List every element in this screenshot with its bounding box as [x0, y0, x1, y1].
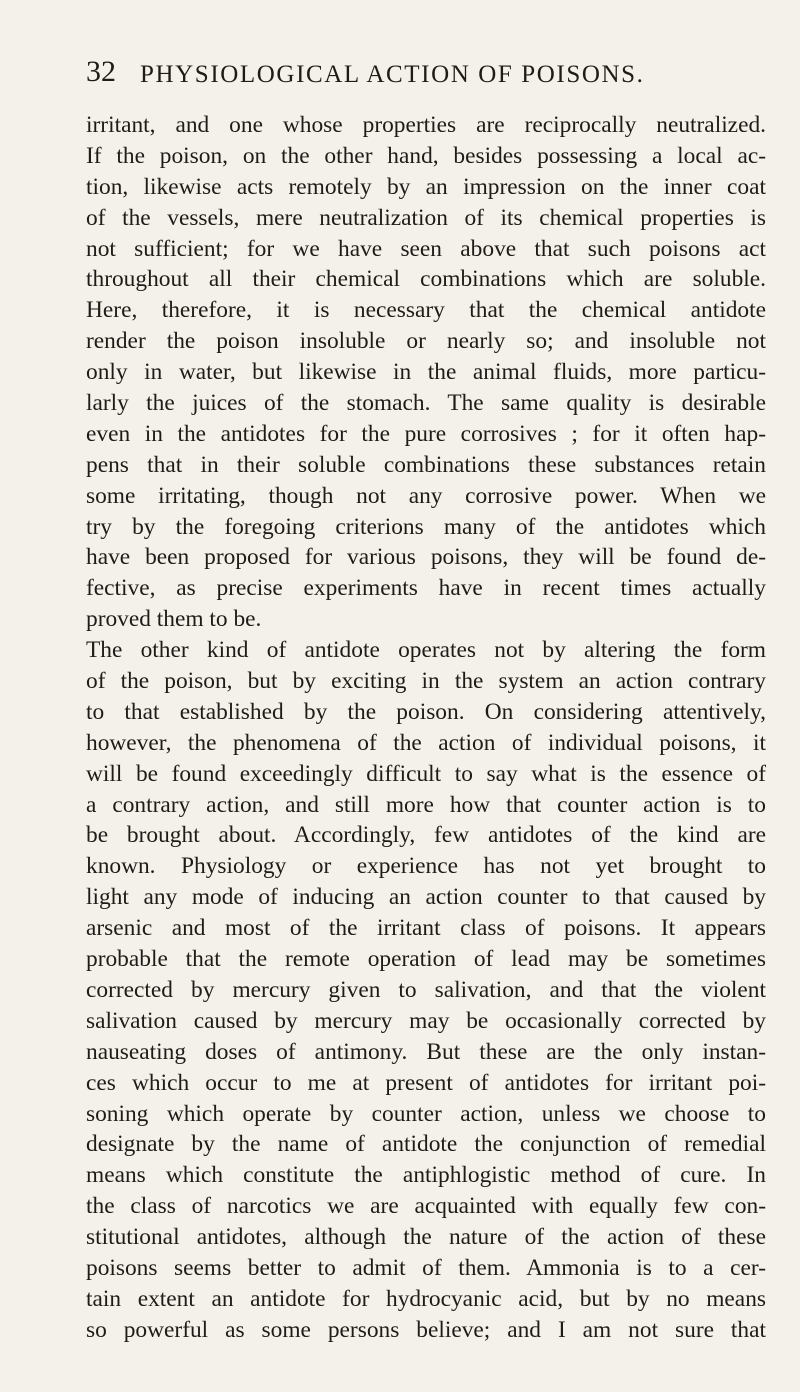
text-line: poisons seems better to admit of them. Ammonia is to a cer- [86, 1254, 766, 1281]
text-line: to that established by the poison. On considering attentively, [86, 698, 766, 725]
text-line: a contrary action, and still more how that counter action is to [86, 791, 766, 818]
text-line: so powerful as some persons believe; and I am not sure that [86, 1316, 766, 1343]
text-line: pens that in their soluble combinations these substances retain [86, 451, 766, 478]
text-line: irritant, and one whose properties are reciprocally neutralized. [86, 112, 766, 138]
text-line: light any mode of inducing an action counter to that caused by [86, 884, 766, 911]
text-line: will be found exceedingly difficult to say what is the essence of [86, 760, 766, 787]
text-line: The other kind of antidote operates not by altering the form [86, 637, 766, 664]
text-line: throughout all their chemical combinations which are soluble. [86, 266, 766, 293]
body-text [86, 110, 766, 1346]
text-line: proved them to be. [86, 606, 262, 633]
text-line: stitutional antidotes, although the nature of the action of these [86, 1224, 766, 1251]
text-line: have been proposed for various poisons, they will be found de- [86, 544, 766, 571]
text-line: fective, as precise experiments have in recent times actually [86, 575, 766, 602]
text-line: not sufficient; for we have seen above that such poisons act [86, 235, 766, 262]
page-number: 32 [86, 55, 116, 88]
text-line: however, the phenomena of the action of individual poisons, it [86, 729, 766, 756]
text-line: try by the foregoing criterions many of the antidotes which [86, 513, 766, 540]
text-line: designate by the name of antidote the conjunction of remedial [86, 1131, 766, 1158]
text-line: even in the antidotes for the pure corrosives ; for it often hap- [86, 420, 766, 447]
text-line: some irritating, though not any corrosive power. When we [86, 482, 766, 509]
running-head: PHYSIOLOGICAL ACTION OF POISONS. [140, 61, 645, 88]
text-line: of the vessels, mere neutralization of its chemical properties is [86, 204, 766, 231]
page-header [0, 56, 800, 96]
text-line: Here, therefore, it is necessary that the chemical antidote [86, 297, 766, 324]
text-line: corrected by mercury given to salivation, and that the violent [86, 976, 766, 1003]
text-line: be brought about. Accordingly, few antidotes of the kind are [86, 822, 766, 849]
text-line: probable that the remote operation of lead may be sometimes [86, 946, 766, 973]
text-line: salivation caused by mercury may be occasionally corrected by [86, 1007, 766, 1034]
text-line: tion, likewise acts remotely by an impression on the inner coat [86, 173, 766, 200]
text-line: soning which operate by counter action, unless we choose to [86, 1100, 766, 1127]
text-line: the class of narcotics we are acquainted with equally few con- [86, 1193, 766, 1220]
text-line: only in water, but likewise in the animal fluids, more particu- [86, 359, 766, 386]
text-line: tain extent an antidote for hydrocyanic acid, but by no means [86, 1285, 766, 1312]
text-line: If the poison, on the other hand, besides possessing a local ac- [86, 142, 766, 169]
text-line: of the poison, but by exciting in the system an action contrary [86, 668, 766, 695]
text-line: known. Physiology or experience has not yet brought to [86, 853, 766, 880]
text-line: nauseating doses of antimony. But these are the only instan- [86, 1038, 766, 1065]
text-line: render the poison insoluble or nearly so; and insoluble not [86, 328, 766, 355]
text-line: means which constitute the antiphlogistic method of cure. In [86, 1162, 766, 1189]
text-line: larly the juices of the stomach. The same quality is desirable [86, 390, 766, 417]
text-line: ces which occur to me at present of antidotes for irritant poi- [86, 1069, 766, 1096]
text-line: arsenic and most of the irritant class of poisons. It appears [86, 915, 766, 942]
